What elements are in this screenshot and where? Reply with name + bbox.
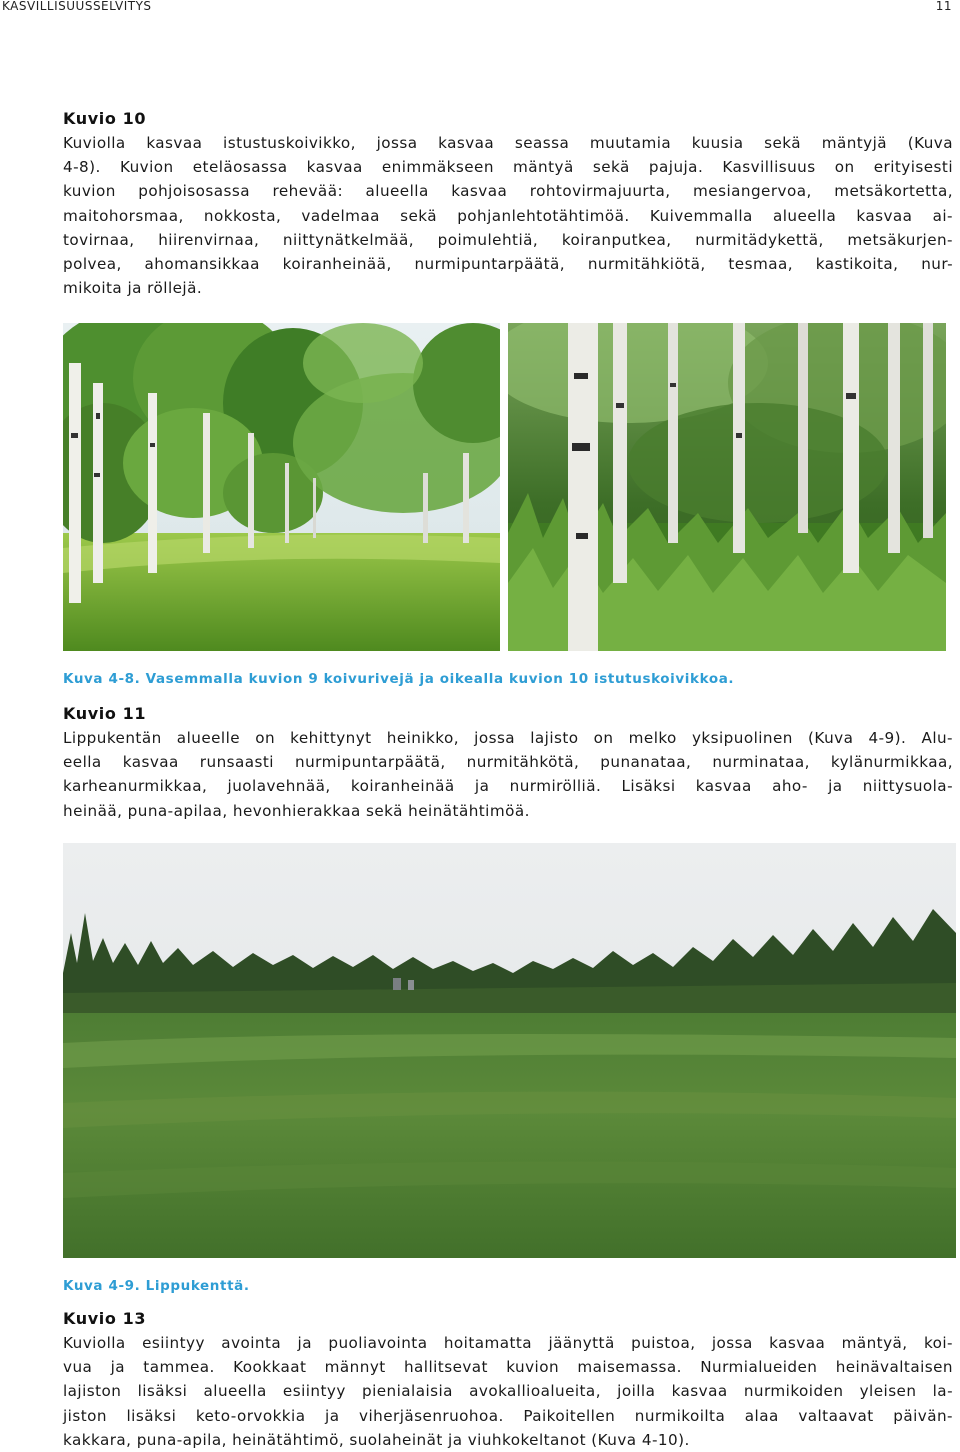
- text-line: lajiston lisäksi alueella esiintyy pienialaisia avokallioalueita, joilla kasvaa nurmikoiden yleisen la-: [63, 1382, 953, 1401]
- paragraph-kuvio-13: [63, 1331, 953, 1452]
- photo-flag-field: [63, 843, 956, 1258]
- caption-figure-4-8: Kuva 4-8. Vasemmalla kuvion 9 koivurivejä ja oikealla kuvion 10 istutuskoivikkoa.: [63, 671, 735, 687]
- text-line: Lippukentän alueelle on kehittynyt heinikko, jossa lajisto on melko yksipuolinen (Kuva 4-9). Alu-: [63, 729, 953, 747]
- text-line: karheanurmikkaa, juolavehnää, koiranheinää ja nurmirölliä. Lisäksi kasvaa aho- ja niittysuola-: [63, 777, 953, 796]
- text-line: Kuviolla kasvaa istustuskoivikko, jossa kasvaa seassa muutamia kuusia sekä mäntyjä (Kuva: [63, 134, 953, 152]
- text-line: jiston lisäksi keto-orvokkia ja viherjäsenruohoa. Paikoitellen nurmikoilta alaa valtaavat päivän-: [63, 1406, 953, 1425]
- paragraph-kuvio-10: [63, 131, 953, 300]
- heading-kuvio-11: Kuvio 11: [63, 704, 147, 723]
- paragraph-kuvio-11: [63, 726, 953, 823]
- heading-kuvio-10: Kuvio 10: [63, 109, 147, 128]
- text-line: vua ja tammea. Kookkaat männyt hallitsevat kuvion maisemassa. Nurmialueiden heinävaltaisen: [63, 1358, 953, 1377]
- heading-kuvio-13: Kuvio 13: [63, 1309, 147, 1328]
- text-line: heinää, puna-apilaa, hevonhierakkaa sekä heinätähtimöä.: [63, 801, 530, 820]
- caption-figure-4-9: Kuva 4-9. Lippukenttä.: [63, 1278, 250, 1294]
- photo-birch-planting: [508, 323, 946, 651]
- text-line: polvea, ahomansikkaa koiranheinää, nurmipuntarpäätä, nurmitähkiötä, tesmaa, kastikoita, nur-: [63, 255, 953, 274]
- text-line: kuvion pohjoisosassa rehevää: alueella kasvaa rohtovirmajuurta, mesiangervoa, metsäkortetta,: [63, 182, 953, 201]
- text-line: mikoita ja röllejä.: [63, 279, 203, 298]
- text-line: Kuviolla esiintyy avointa ja puoliavointa hoitamatta jäänyttä puistoa, jossa kasvaa mäntyä, koi-: [63, 1334, 953, 1352]
- running-header: [0, 0, 960, 14]
- photo-birch-rows: [63, 323, 500, 651]
- page-number: 11: [935, 0, 952, 13]
- text-line: maitohorsmaa, nokkosta, vadelmaa sekä pohjanlehtotähtimöä. Kuivemmalla alueella kasvaa ai-: [63, 206, 953, 225]
- text-line: tovirnaa, hiirenvirnaa, niittynätkelmää, poimulehtiä, koiranputkea, nurmitädykettä, metsäkurjen-: [63, 230, 953, 249]
- text-line: kakkara, puna-apila, heinätähtimö, suolaheinät ja viuhkokeltanot (Kuva 4-10).: [63, 1430, 690, 1449]
- text-line: 4-8). Kuvion eteläosassa kasvaa enimmäkseen mäntyä sekä pajuja. Kasvillisuus on erityisesti: [63, 158, 953, 177]
- running-title: KASVILLISUUSSELVITYS: [2, 0, 152, 13]
- text-line: eella kasvaa runsaasti nurmipuntarpäätä, nurmitähkötä, punanataa, nurminataa, kylänurmikkaa,: [63, 753, 953, 772]
